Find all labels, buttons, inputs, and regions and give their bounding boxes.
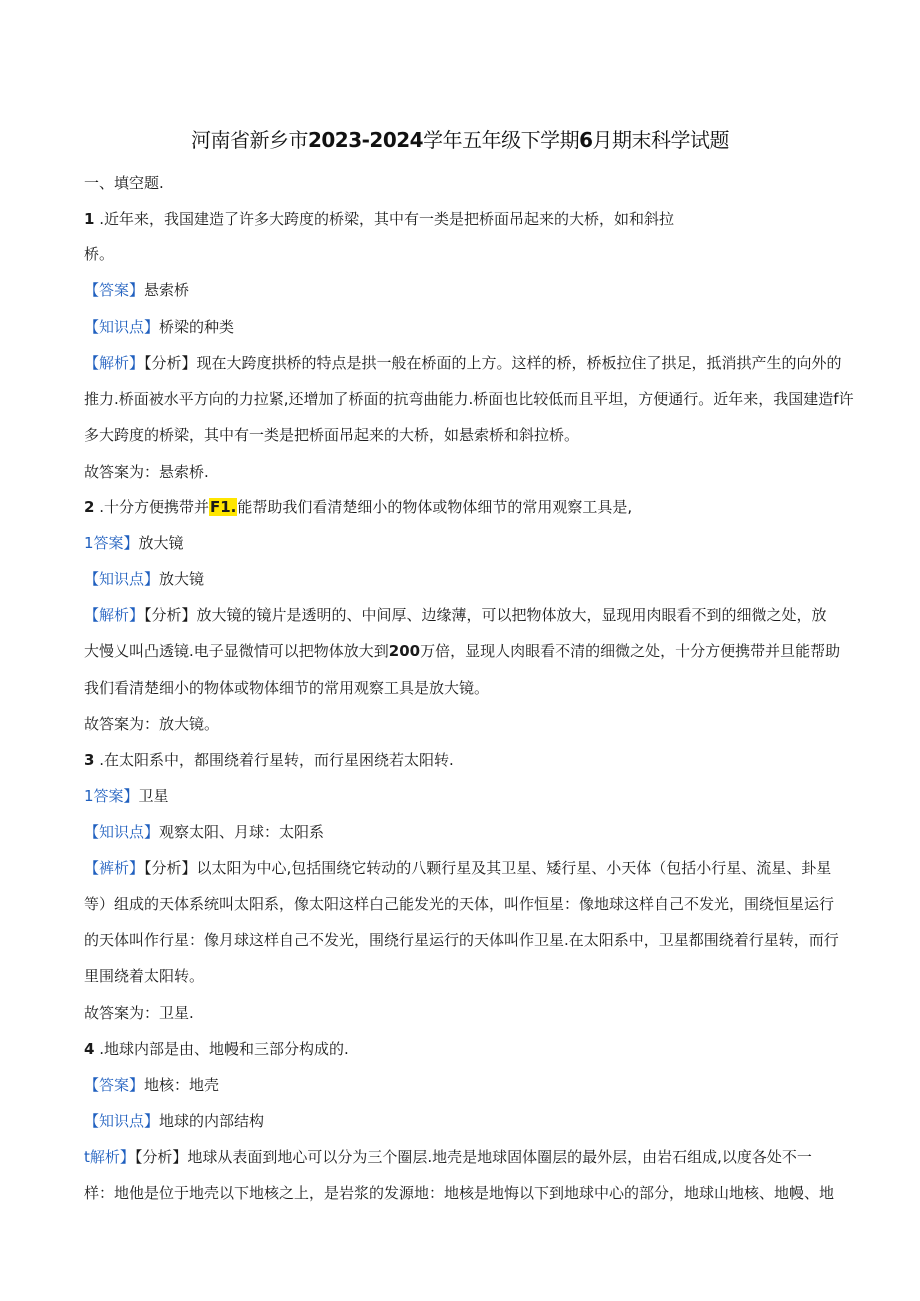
highlight-mark: F1. [209,498,237,516]
question-number: 1 [84,210,95,228]
knowledge-point-tag: 【知识点】 [84,570,160,588]
answer-tag: 1答案】 [84,534,139,552]
knowledge-point-tag: 【知识点】 [84,823,160,841]
analysis-text: 大慢乂叫凸透镜.电子显微情可以把物体放大到200万倍，显现人肉眼看不清的细微之处，十分方便携带并旦能帮助 [84,642,841,660]
analysis-text: 【分析】地球从表面到地心可以分为三个圈层.地壳是地球固体圈层的最外层，由岩石组成,以度各处不一 [134,1148,812,1166]
answer-line [84,280,189,300]
section-heading: 一、填空题. [84,174,164,192]
analysis-text: 推力.桥面被水平方向的力拉紧,还增加了桥面的抗弯曲能力.桥面也比较低而且平坦，方便通行。近年来，我国建造f许 [84,390,854,408]
knowledge-point-text: 地球的内部结构 [159,1112,265,1130]
question-1-cont: 桥。 [84,245,115,263]
knowledge-point-line [84,1111,264,1131]
question-2 [84,497,632,517]
analysis-line [84,353,842,373]
knowledge-point-tag: 【知识点】 [84,1112,160,1130]
final-answer: 故答案为：放大镜。 [84,715,220,733]
answer-tag: 【答案】 [84,1076,145,1094]
question-text: .近年来，我国建造了许多大跨度的桥梁，其中有一类是把桥面吊起来的大桥，如和斜拉 [94,210,674,228]
answer-text: 卫星 [138,787,169,805]
analysis-text: 样：地他是位于地壳以下地核之上，是岩浆的发源地：地核是地悔以下到地球中心的部分，地球山地核、地幔、地 [84,1184,835,1202]
analysis-text: 我们看清楚细小的物体或物体细节的常用观察工具是放大镜。 [84,679,490,697]
knowledge-point-line [84,317,234,337]
answer-text: 地核：地壳 [144,1076,220,1094]
analysis-text: 多大跨度的桥梁，其中有一类是把桥面吊起来的大桥，如悬索桥和斜拉桥。 [84,426,580,444]
knowledge-point-text: 观察太阳、月球：太阳系 [159,823,325,841]
analysis-tag: 【解析】 [84,354,145,372]
analysis-text: 【分析】以太阳为中心,包括围绕它转动的八颗行星及其卫星、矮行星、小天体（包括小行星、流星、卦星 [144,859,832,877]
analysis-text: 里围绕着太阳转。 [84,967,205,985]
question-1 [84,209,674,229]
question-4 [84,1039,349,1059]
answer-line [84,1075,219,1095]
answer-text: 悬索桥 [144,281,190,299]
answer-line [84,533,184,553]
question-number: 2 [84,498,95,516]
question-text: .地球内部是由、地幔和三部分构成的. [94,1040,349,1058]
analysis-tag: 【裤析】 [84,859,145,877]
question-text: .十分方便携带并 [94,498,209,516]
answer-tag: 【答案】 [84,281,145,299]
analysis-line [84,1147,812,1167]
final-answer: 故答案为：卫星. [84,1004,194,1022]
page-title: 河南省新乡市2023-2024学年五年级下学期6月期末科学试题 [190,128,730,152]
answer-line [84,786,169,806]
answer-tag: 1答案】 [84,787,139,805]
knowledge-point-tag: 【知识点】 [84,318,160,336]
question-text: .在太阳系中，都围绕着行星转，而行星困绕若太阳转. [94,751,454,769]
question-number: 4 [84,1040,95,1058]
final-answer: 故答案为：悬索桥. [84,463,209,481]
analysis-line [84,858,831,878]
knowledge-point-line [84,569,204,589]
knowledge-point-text: 桥梁的种类 [159,318,235,336]
answer-text: 放大镜 [138,534,184,552]
analysis-text: 【分析】放大镜的镜片是透明的、中间厚、边缘薄，可以把物体放大，显现用肉眼看不到的细微之处，放 [144,606,827,624]
analysis-text: 等）组成的天体系统叫太阳系，像太阳这样白己能发光的天体，叫作恒星：像地球这样自己不发光，围绕恒星运行 [84,895,835,913]
knowledge-point-text: 放大镜 [159,570,205,588]
analysis-tag: 【解析】 [84,606,145,624]
question-number: 3 [84,751,95,769]
analysis-text: 【分析】现在大跨度拱桥的特点是拱一般在桥面的上方。这样的桥，桥板拉住了拱足，抵消拱产生的向外的 [144,354,842,372]
knowledge-point-line [84,822,324,842]
question-text: 能帮助我们看清楚细小的物体或物体细节的常用观察工具是, [237,498,633,516]
analysis-text: 的天体叫作行星：像月球这样自己不发光，围绕行星运行的天体叫作卫星.在太阳系中，卫星都围绕着行星转，而行 [84,931,839,949]
analysis-tag: t解析】 [84,1148,135,1166]
analysis-line [84,605,827,625]
question-3 [84,750,454,770]
